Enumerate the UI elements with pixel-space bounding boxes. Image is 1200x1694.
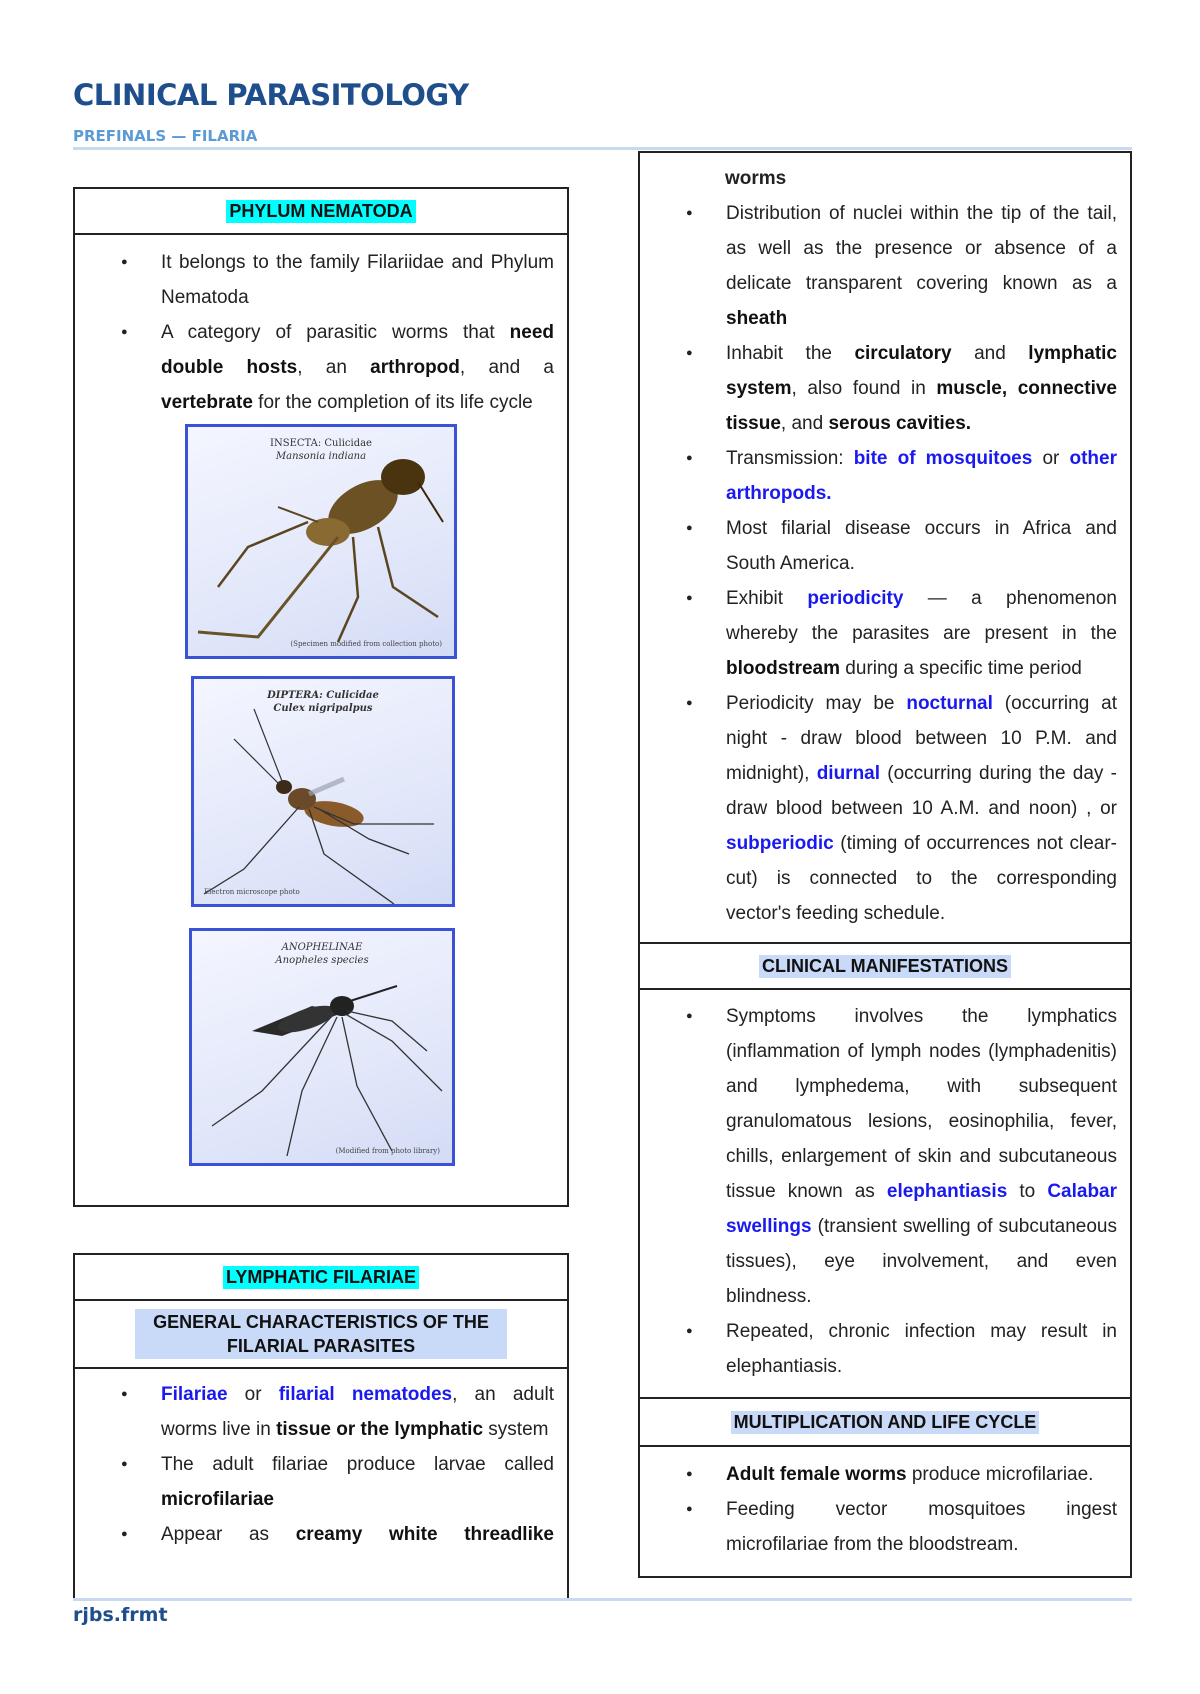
list-item: ● Filariae or filarial nematodes, an adult worms live in tissue or the lymphatic system	[121, 1377, 554, 1447]
list-item: ● Transmission: bite of mosquitoes or other arthropods.	[686, 441, 1117, 511]
life-cycle-list	[686, 1457, 1117, 1562]
life-cycle-heading: MULTIPLICATION AND LIFE CYCLE	[731, 1411, 1040, 1434]
photo-label: ANOPHELINAE Anopheles species	[275, 942, 369, 966]
lymphatic-filariae-header	[75, 1255, 567, 1301]
list-item: ● A category of parasitic worms that need double hosts, an arthropod, and a vertebrate for the completion of its life cycle	[121, 315, 554, 420]
photo-caption: Electron microscope photo	[204, 888, 300, 896]
list-item: ● Most filarial disease occurs in Africa and South America.	[686, 511, 1117, 581]
mosquito-photo-3	[189, 928, 455, 1166]
general-characteristics-continued-box	[638, 151, 1132, 944]
phylum-nematoda-header	[75, 189, 567, 235]
page-title: CLINICAL PARASITOLOGY	[73, 78, 469, 112]
list-item: ● Symptoms involves the lymphatics (inflammation of lymph nodes (lymphadenitis) and lymphedema, with subsequent granulomatous lesions, eosinophilia, fever, chills, enlargement of skin and subcutaneous tissue known as elephantiasis to Calabar swellings (transient swelling of subcutaneous tissues), eye involvement, and even blindness.	[686, 999, 1117, 1314]
list-item: ● Appear as creamy white threadlike	[121, 1517, 554, 1552]
lymphatic-filariae-heading: LYMPHATIC FILARIAE	[223, 1266, 419, 1289]
list-item: ● Inhabit the circulatory and lymphatic system, also found in muscle, connective tissue, and serous cavities.	[686, 336, 1117, 441]
photo-caption: (Modified from photo library)	[335, 1147, 440, 1155]
list-item: ● Periodicity may be nocturnal (occurring at night - draw blood between 10 P.M. and midnight), diurnal (occurring during the day - draw blood between 10 A.M. and noon) , or subperiodic (timing of occurrences not clear-cut) is connected to the corresponding vector's feeding schedule.	[686, 686, 1117, 931]
photo-label: DIPTERA: Culicidae Culex nigripalpus	[267, 690, 379, 714]
list-item: ● Adult female worms produce microfilariae.	[686, 1457, 1117, 1492]
clinical-manifestations-header	[640, 944, 1130, 990]
clinical-list	[686, 999, 1117, 1384]
page-subtitle: PREFINALS — FILARIA	[73, 127, 258, 145]
header-rule	[73, 147, 1132, 150]
lymphatic-filariae-box	[73, 1253, 569, 1601]
continued-text: worms	[725, 168, 787, 189]
photo-caption: (Specimen modified from collection photo)	[290, 640, 442, 648]
clinical-manifestations-box	[638, 942, 1132, 1399]
list-item: ● Repeated, chronic infection may result in elephantiasis.	[686, 1314, 1117, 1384]
mosquito-photo-2	[191, 676, 455, 907]
list-item: ● The adult filariae produce larvae called microfilariae	[121, 1447, 554, 1517]
general-characteristics-heading: GENERAL CHARACTERISTICS OF THE FILARIAL PARASITES	[135, 1309, 507, 1359]
list-item: ● Exhibit periodicity — a phenomenon whereby the parasites are present in the bloodstream during a specific time period	[686, 581, 1117, 686]
phylum-list	[121, 245, 554, 420]
lymph-list	[121, 1377, 554, 1552]
photo-label: INSECTA: Culicidae Mansonia indiana	[270, 438, 372, 462]
clinical-manifestations-heading: CLINICAL MANIFESTATIONS	[759, 955, 1011, 978]
list-item: ● It belongs to the family Filariidae and Phylum Nematoda	[121, 245, 554, 315]
list-item: ● Feeding vector mosquitoes ingest microfilariae from the bloodstream.	[686, 1492, 1117, 1562]
footer-rule	[73, 1598, 1132, 1601]
phylum-nematoda-box	[73, 187, 569, 1207]
general-characteristics-header	[75, 1301, 567, 1369]
life-cycle-header	[640, 1399, 1130, 1447]
footer-handle: rjbs.frmt	[73, 1604, 168, 1626]
characteristics-list	[686, 196, 1117, 931]
phylum-nematoda-heading: PHYLUM NEMATODA	[226, 200, 415, 223]
mosquito-photo-1	[185, 424, 457, 659]
life-cycle-box	[638, 1397, 1132, 1578]
list-item: ● Distribution of nuclei within the tip of the tail, as well as the presence or absence of a delicate transparent covering known as a sheath	[686, 196, 1117, 336]
